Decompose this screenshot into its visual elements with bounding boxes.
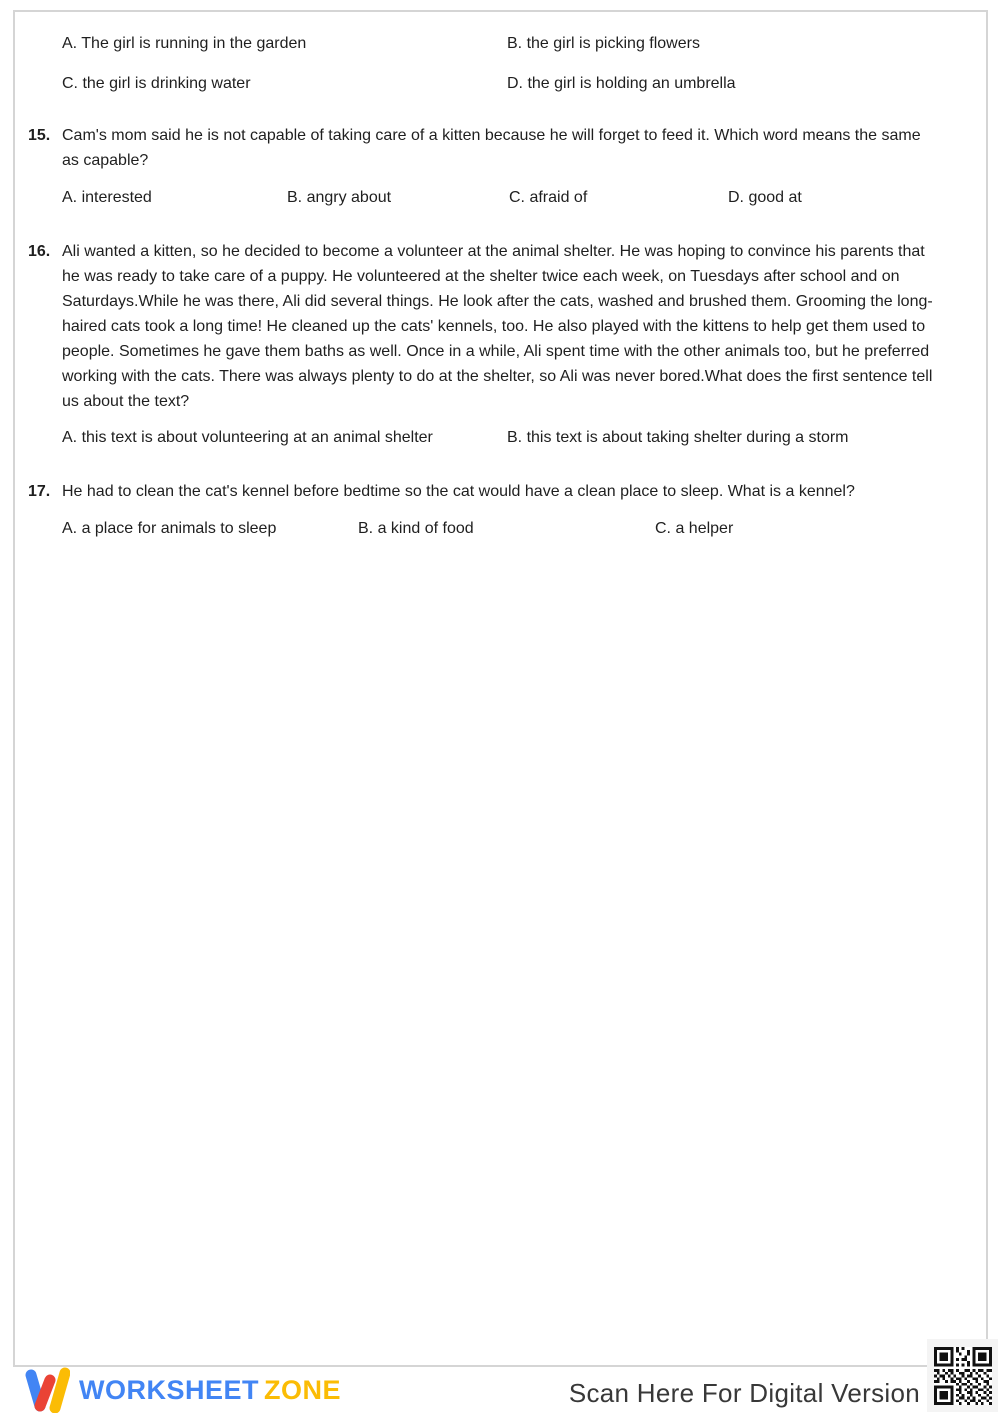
prev-option-d: D. the girl is holding an umbrella	[507, 75, 736, 92]
q17-option-b: B. a kind of food	[358, 520, 474, 537]
question-16-options	[62, 428, 938, 447]
question-16-text: Ali wanted a kitten, so he decided to become a volunteer at the animal shelter. He was hoping to convince his parents that he was ready to take care of a puppy. He volunteered at the shelter twice each week, on Tuesdays after school and on Saturdays.While he was there, Ali did several things. He look after the cats, washed and brushed them. Grooming the long-haired cats took a long time! He cleaned up the cats' kennels, too. He also played with the kittens to help get them used to people. Sometimes he gave them baths as well. Once in a while, Ali spent time with the other animals too, but he preferred working with the cats. There was always plenty to do at the shelter, so Ali was never bored.What does the first sentence tell us about the text?	[62, 243, 933, 410]
worksheetzone-w-icon	[24, 1367, 70, 1413]
brand-wordmark	[79, 1375, 341, 1406]
question-15-options	[62, 188, 938, 207]
question-15	[28, 123, 938, 207]
brand-worksheet-label: WORKSHEET	[79, 1374, 259, 1405]
prev-option-a: A. The girl is running in the garden	[62, 35, 307, 52]
question-15-number: 15.	[28, 127, 51, 144]
q15-option-b: B. angry about	[287, 189, 392, 206]
question-17-number: 17.	[28, 483, 51, 500]
q17-option-a: A. a place for animals to sleep	[62, 520, 277, 537]
prev-question-options-row-1	[62, 34, 938, 53]
question-15-text: Cam's mom said he is not capable of taking care of a kitten because he will forget to feed it. Which word means the same as capable?	[62, 127, 921, 169]
q17-option-c: C. a helper	[655, 520, 734, 537]
brand-zone-label: ZONE	[264, 1374, 342, 1405]
question-17-options	[62, 519, 938, 538]
worksheetzone-logo	[24, 1366, 341, 1414]
scan-here-label: Scan Here For Digital Version	[568, 1378, 920, 1408]
prev-option-b: B. the girl is picking flowers	[507, 35, 700, 52]
question-16	[28, 239, 938, 447]
qr-code-icon	[934, 1347, 992, 1405]
q15-option-a: A. interested	[62, 189, 152, 206]
worksheet-content-box	[13, 10, 988, 1367]
qr-code	[927, 1339, 998, 1412]
question-17-text: He had to clean the cat's kennel before bedtime so the cat would have a clean place to sleep. What is a kennel?	[62, 483, 855, 500]
question-17	[28, 479, 938, 538]
prev-question-options-row-2	[62, 74, 938, 93]
q16-option-b: B. this text is about taking shelter during a storm	[507, 429, 849, 446]
q16-option-a: A. this text is about volunteering at an animal shelter	[62, 429, 433, 446]
q15-option-c: C. afraid of	[509, 189, 588, 206]
q15-option-d: D. good at	[728, 189, 802, 206]
prev-option-c: C. the girl is drinking water	[62, 75, 251, 92]
question-16-number: 16.	[28, 243, 51, 260]
